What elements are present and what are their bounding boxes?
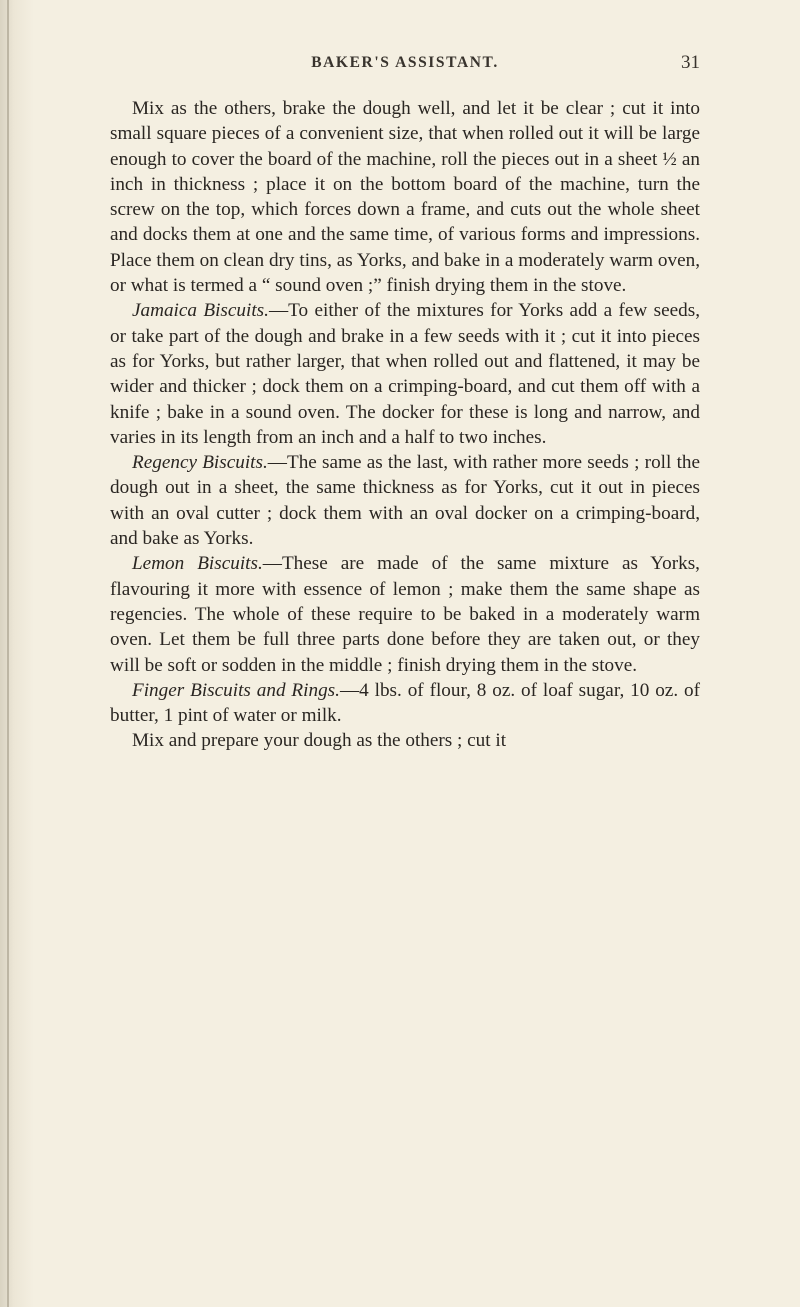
recipe-heading-regency-biscuits: Regency Biscuits. bbox=[132, 452, 268, 474]
body-text bbox=[110, 96, 700, 754]
paragraph-text: —4 lbs. of flour, 8 oz. of loaf sugar, 10 oz. of butter, 1 pint of water or milk. bbox=[110, 679, 700, 727]
recipe-heading-lemon-biscuits: Lemon Biscuits. bbox=[132, 553, 263, 575]
gutter-rule bbox=[7, 0, 9, 1307]
running-head bbox=[110, 54, 700, 88]
running-head-title: BAKER'S ASSISTANT. bbox=[311, 54, 499, 71]
paragraph-text: —The same as the last, with rather more seeds ; roll the dough out in a sheet, the same thickness as for Yorks, cut it out in pieces with an oval cutter ; dock them with an oval docker on a crimping-board, and bake as Yorks. bbox=[110, 452, 701, 550]
book-binding-gutter bbox=[0, 0, 34, 1307]
paragraph-finger-biscuits bbox=[110, 678, 700, 729]
page-number: 31 bbox=[681, 52, 700, 73]
paragraph-jamaica-biscuits bbox=[110, 298, 700, 450]
paragraph-mixing-instructions bbox=[110, 96, 700, 298]
paragraph-text: —To either of the mixtures for Yorks add a few seeds, or take part of the dough and brake in a few seeds with it ; cut it into pieces as for Yorks, but rather larger, that when rolled out and flattened, it may be wider and thicker ; dock them on a crimping-board, and cut them off with a knife ; bake in a sound oven. The docker for these is long and narrow, and varies in its length from an inch and a half to two inches. bbox=[110, 300, 701, 448]
paragraph-text: Mix as the others, brake the dough well, and let it be clear ; cut it into small square pieces of a convenient size, that when rolled out it will be large enough to cover the board of the machine, roll the pieces out in a sheet ½ an inch in thickness ; place it on the bottom board of the machine, turn the screw on the top, which forces down a frame, and cuts out the whole sheet and docks them at one and the same time, of various forms and impressions. Place them on clean dry tins, as Yorks, and bake in a moderately warm oven, or what is termed a “ sound oven ;” finish drying them in the stove. bbox=[110, 98, 700, 297]
book-page bbox=[110, 54, 700, 754]
paragraph-text: Mix and prepare your dough as the others ; cut it bbox=[132, 730, 507, 752]
recipe-heading-finger-biscuits: Finger Biscuits and Rings. bbox=[132, 679, 340, 701]
paragraph-finger-biscuits-method bbox=[110, 728, 700, 753]
paragraph-text: —These are made of the same mixture as Yorks, flavouring it more with essence of lemon ; make them the same shape as regencies. The whole of these require to be baked in a moderately warm oven. Let them be full three parts done before they are taken out, or they will be soft or sodden in the middle ; finish drying them in the stove. bbox=[110, 553, 700, 676]
recipe-heading-jamaica-biscuits: Jamaica Biscuits. bbox=[132, 300, 269, 322]
paragraph-lemon-biscuits bbox=[110, 551, 700, 677]
paragraph-regency-biscuits bbox=[110, 450, 700, 551]
